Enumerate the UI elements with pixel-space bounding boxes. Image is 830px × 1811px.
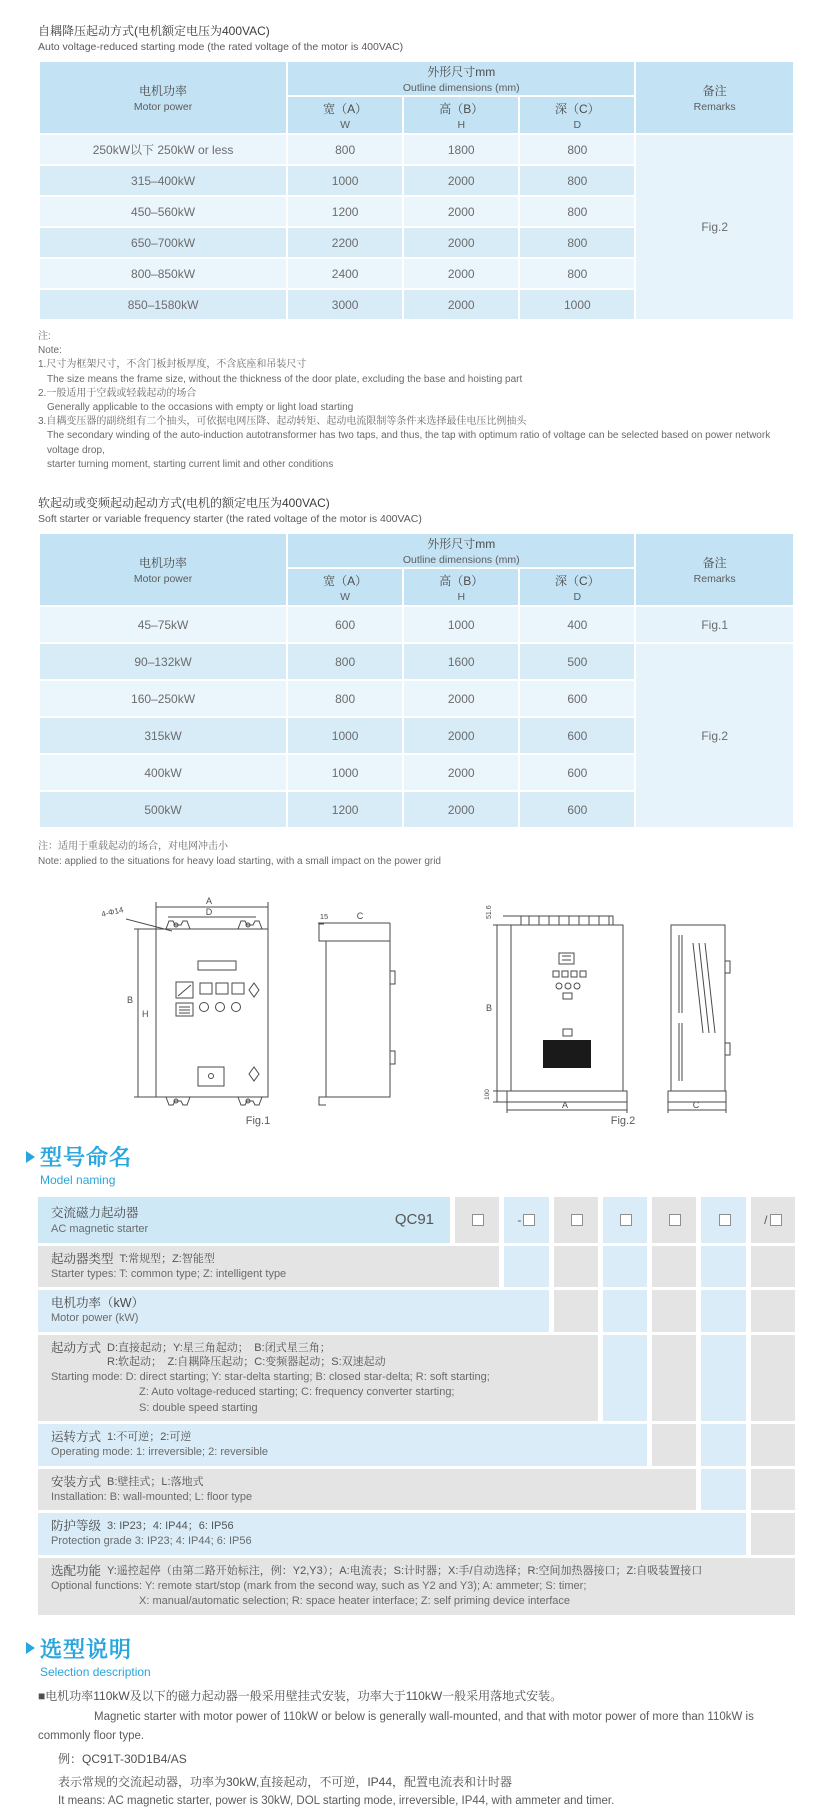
band xyxy=(701,1246,745,1288)
cell-w: 800 xyxy=(288,644,402,679)
note-line: 注: xyxy=(38,331,51,342)
cell-d: 800 xyxy=(520,228,634,257)
cell-power: 850–1580kW xyxy=(40,290,286,319)
note-line: 1.尺寸为框架尺寸，不含门板封板厚度，不含底座和吊装尺寸 xyxy=(38,359,307,371)
row-en: Operating mode: 1: irreversible; 2: reversible xyxy=(51,1446,269,1459)
selection-body xyxy=(38,1687,795,1811)
fig1-dim-c-label: C xyxy=(356,911,364,922)
cell-d: 1000 xyxy=(520,290,634,319)
wall-mounted-starter-drawing xyxy=(98,885,418,1113)
fig1-dim-b-label: B xyxy=(127,995,134,1006)
col-header-height xyxy=(404,97,518,133)
row-detail: R:软起动； Z:自耦降压起动；C:变频器起动；S:双速起动 xyxy=(107,1355,386,1368)
row-detail: 1:不可逆；2:可逆 xyxy=(107,1431,192,1444)
cell-power: 45–75kW xyxy=(40,607,286,642)
naming-row-starter-type xyxy=(38,1246,499,1288)
figure-2-caption: Fig.2 xyxy=(610,1115,636,1128)
band xyxy=(751,1290,795,1332)
cell-power: 450–560kW xyxy=(40,197,286,226)
note-line: starter turning moment, starting current limit and other conditions xyxy=(47,458,334,470)
cell-h: 2000 xyxy=(404,259,518,288)
outline-zh: 外形尺寸mm xyxy=(427,537,496,552)
band xyxy=(751,1246,795,1288)
soft-title-zh: 软起动或变频起动起动方式(电机的额定电压为400VAC) xyxy=(38,496,330,511)
cell-w: 1200 xyxy=(288,197,402,226)
soft-dimensions-table xyxy=(38,532,795,829)
band xyxy=(652,1246,696,1288)
height-en: H xyxy=(457,118,466,131)
model-prefix: QC91 xyxy=(394,1211,434,1229)
fig2-dim-100-label: 100 xyxy=(484,1089,491,1101)
col-header-outline xyxy=(288,534,634,567)
cell-w: 600 xyxy=(288,607,402,642)
cell-d: 600 xyxy=(520,792,634,827)
cell-w: 1000 xyxy=(288,718,402,753)
row-en: Installation: B: wall-mounted; L: floor type xyxy=(51,1490,253,1503)
naming-row-optional-functions xyxy=(38,1558,795,1615)
product-name-cell xyxy=(38,1197,450,1243)
remarks-zh: 备注 xyxy=(702,84,727,98)
band xyxy=(554,1290,598,1332)
auto-dimensions-table xyxy=(38,60,795,321)
fig1-dim-a-label: A xyxy=(205,896,213,907)
selection-title-zh: 选型说明 xyxy=(40,1636,133,1662)
outline-en: Outline dimensions (mm) xyxy=(402,554,520,567)
note-line: Generally applicable to the occasions with empty or light load starting xyxy=(47,402,354,414)
width-en: W xyxy=(340,118,351,131)
auto-table-notes xyxy=(38,330,795,472)
cell-w: 1000 xyxy=(288,166,402,195)
cell-h: 1600 xyxy=(404,644,518,679)
width-zh: 宽（A） xyxy=(323,573,368,588)
note-line: Note: applied to the situations for heavy load starting, with a small impact on the power grid xyxy=(38,856,441,868)
cell-h: 2000 xyxy=(404,681,518,716)
depth-zh: 深（C） xyxy=(554,573,600,588)
soft-table-notes xyxy=(38,839,795,869)
code-position-2 xyxy=(504,1197,548,1243)
cell-d: 400 xyxy=(520,607,634,642)
section-marker-icon xyxy=(26,1642,35,1654)
row-detail: T:常规型；Z:智能型 xyxy=(119,1252,215,1265)
band xyxy=(652,1424,696,1466)
row-detail: Y:遥控起停（由第二路开始标注，例：Y2,Y3）；A:电流表；S:计时器；X:手/自动选择；R:空间加热器接口；Z:自吸装置接口 xyxy=(107,1564,703,1577)
code-position-6 xyxy=(701,1197,745,1243)
model-naming-title-zh: 型号命名 xyxy=(40,1145,133,1171)
product-en: AC magnetic starter xyxy=(51,1223,149,1236)
cell-w: 2400 xyxy=(288,259,402,288)
fig1-dim-15-label: 15 xyxy=(319,912,329,922)
model-code-box xyxy=(719,1214,731,1226)
cell-w: 800 xyxy=(288,681,402,716)
band xyxy=(701,1424,745,1466)
fig1-dim-d-label: D xyxy=(205,907,213,918)
cell-d: 800 xyxy=(520,166,634,195)
figure-1-caption: Fig.1 xyxy=(245,1115,271,1128)
selection-line-zh: ■电机功率110kW及以下的磁力起动器一般采用壁挂式安装，功率大于110kW一般采用落地式安装。 xyxy=(38,1688,563,1703)
col-header-depth xyxy=(520,97,634,133)
model-naming-title-en: Model naming xyxy=(40,1173,116,1188)
table-row xyxy=(40,644,793,679)
cell-h: 1800 xyxy=(404,135,518,164)
remarks-en: Remarks xyxy=(693,101,736,113)
band xyxy=(701,1469,745,1511)
row-en: S: double speed starting xyxy=(139,1401,258,1414)
cell-w: 800 xyxy=(288,135,402,164)
cell-power: 160–250kW xyxy=(40,681,286,716)
cell-d: 600 xyxy=(520,718,634,753)
cell-h: 2000 xyxy=(404,197,518,226)
naming-row-protection-grade xyxy=(38,1513,746,1555)
naming-row-motor-power xyxy=(38,1290,549,1332)
cell-h: 2000 xyxy=(404,792,518,827)
code-position-4 xyxy=(603,1197,647,1243)
box-prefix: - xyxy=(517,1212,522,1227)
cell-w: 1000 xyxy=(288,755,402,790)
row-en: Z: Auto voltage-reduced starting; C: frequency converter starting; xyxy=(139,1386,455,1399)
cell-power: 650–700kW xyxy=(40,228,286,257)
row-en: Motor power (kW) xyxy=(51,1312,139,1325)
naming-row-installation xyxy=(38,1469,696,1511)
cell-remark-fig2: Fig.2 xyxy=(636,135,793,319)
row-label: 安装方式 xyxy=(51,1474,102,1489)
note-line: 3.自耦变压器的副绕组有二个抽头，可依据电网压降、起动转矩、起动电流限制等条件来选择最佳电压比例抽头 xyxy=(38,416,527,428)
code-position-3 xyxy=(554,1197,598,1243)
auto-title-zh: 自耦降压起动方式(电机额定电压为400VAC) xyxy=(38,24,270,38)
cell-d: 800 xyxy=(520,197,634,226)
selection-example-label: 例：QC91T-30D1B4/AS xyxy=(58,1751,187,1766)
row-label: 电机功率（kW） xyxy=(51,1296,145,1311)
product-zh: 交流磁力起动器 xyxy=(51,1206,139,1221)
col-header-remarks xyxy=(636,62,793,133)
cell-power: 400kW xyxy=(40,755,286,790)
cell-power: 250kW以下 250kW or less xyxy=(40,135,286,164)
outline-en: Outline dimensions (mm) xyxy=(402,82,520,94)
row-label: 起动器类型 xyxy=(51,1251,114,1266)
outline-zh: 外形尺寸mm xyxy=(427,65,496,79)
fig1-dim-h-label: H xyxy=(142,1009,149,1020)
auto-section-title xyxy=(38,22,795,53)
row-en: Starting mode: D: direct starting; Y: star-delta starting; B: closed star-delta; R: soft starting; xyxy=(51,1370,490,1383)
band xyxy=(751,1469,795,1511)
band xyxy=(603,1335,647,1422)
soft-title-en: Soft starter or variable frequency starter (the rated voltage of the motor is 400VAC) xyxy=(38,513,422,526)
band xyxy=(751,1424,795,1466)
selection-example-zh: 表示常规的交流起动器，功率为30kW,直接起动，不可逆，IP44，配置电流表和计时器 xyxy=(58,1774,513,1789)
band xyxy=(504,1246,548,1288)
code-position-7 xyxy=(751,1197,795,1243)
row-en: Starter types: T: common type; Z: intelligent type xyxy=(51,1267,287,1280)
note-line: Note: xyxy=(38,345,62,357)
outline-drawings xyxy=(38,885,795,1127)
cell-h: 2000 xyxy=(404,755,518,790)
band xyxy=(751,1335,795,1422)
fig2-dim-c-label: C xyxy=(692,1100,700,1111)
selection-title-en: Selection description xyxy=(40,1664,151,1679)
cell-h: 2000 xyxy=(404,290,518,319)
box-prefix: / xyxy=(764,1212,768,1227)
cell-power: 315–400kW xyxy=(40,166,286,195)
motor-power-en: Motor power xyxy=(133,573,193,586)
col-header-remarks xyxy=(636,534,793,605)
motor-power-zh: 电机功率 xyxy=(139,556,188,571)
remarks-zh: 备注 xyxy=(702,556,727,571)
cell-d: 600 xyxy=(520,681,634,716)
band xyxy=(701,1335,745,1422)
model-code-box xyxy=(571,1214,583,1226)
height-zh: 高（B） xyxy=(439,101,484,116)
section-marker-icon xyxy=(26,1151,35,1163)
row-label: 起动方式 xyxy=(51,1340,102,1355)
cell-h: 1000 xyxy=(404,607,518,642)
row-detail: D:直接起动；Y:星三角起动； B:闭式星三角； xyxy=(107,1341,331,1354)
row-label: 运转方式 xyxy=(51,1430,102,1445)
cell-power: 315kW xyxy=(40,718,286,753)
band xyxy=(603,1290,647,1332)
band xyxy=(701,1290,745,1332)
col-header-motor-power xyxy=(40,62,286,133)
col-header-width xyxy=(288,97,402,133)
height-en: H xyxy=(457,590,466,603)
band xyxy=(603,1246,647,1288)
fig2-dim-b-label: B xyxy=(486,1003,493,1014)
cell-remark-fig2: Fig.2 xyxy=(636,644,793,827)
code-position-5 xyxy=(652,1197,696,1243)
row-en: Protection grade 3: IP23; 4: IP44; 6: IP56 xyxy=(51,1535,252,1548)
cell-power: 90–132kW xyxy=(40,644,286,679)
band xyxy=(751,1513,795,1555)
row-label: 选配功能 xyxy=(51,1563,102,1578)
floor-cabinet-drawing xyxy=(473,885,773,1113)
band xyxy=(652,1290,696,1332)
col-header-depth xyxy=(520,569,634,605)
figure-1 xyxy=(98,885,418,1127)
cell-h: 2000 xyxy=(404,166,518,195)
row-en: Optional functions: Y: remote start/stop (mark from the second way, such as Y2 and Y3); A: ammeter; S: timer; xyxy=(51,1579,587,1592)
width-en: W xyxy=(340,590,351,603)
naming-row-starting-mode xyxy=(38,1335,598,1422)
cell-w: 1200 xyxy=(288,792,402,827)
fig2-dim-516-label: 51.6 xyxy=(486,905,493,920)
model-naming-diagram xyxy=(38,1197,795,1615)
note-line: 2.一般适用于空载或轻载起动的场合 xyxy=(38,387,197,399)
width-zh: 宽（A） xyxy=(323,101,368,116)
col-header-outline xyxy=(288,62,634,95)
note-line: The secondary winding of the auto-induction autotransformer has two taps, and thus, the tap with optimum ratio of voltage can be selected based on power network voltage drop, xyxy=(47,430,771,456)
cell-power: 800–850kW xyxy=(40,259,286,288)
col-header-height xyxy=(404,569,518,605)
selection-line-en: Magnetic starter with motor power of 110kW or below is generally wall-mounted, and that with motor power of more than 110kW is commonly floor type. xyxy=(38,1710,754,1742)
model-code-box xyxy=(472,1214,484,1226)
depth-zh: 深（C） xyxy=(554,101,600,116)
fig2-dim-a-label: A xyxy=(561,1100,569,1111)
cell-d: 600 xyxy=(520,755,634,790)
naming-row-operating-mode xyxy=(38,1424,647,1466)
cell-d: 800 xyxy=(520,135,634,164)
cell-d: 800 xyxy=(520,259,634,288)
figure-2 xyxy=(473,885,773,1127)
cell-power: 500kW xyxy=(40,792,286,827)
row-en: X: manual/automatic selection; R: space heater interface; Z: self priming device interface xyxy=(139,1595,571,1608)
fig1-hole-label: 4-Φ14 xyxy=(100,905,125,919)
col-header-width xyxy=(288,569,402,605)
motor-power-zh: 电机功率 xyxy=(139,84,188,98)
note-line: The size means the frame size, without the thickness of the door plate, excluding the base and hoisting part xyxy=(47,373,523,385)
motor-power-en: Motor power xyxy=(133,101,193,113)
cell-w: 2200 xyxy=(288,228,402,257)
height-zh: 高（B） xyxy=(439,573,484,588)
depth-en: D xyxy=(573,118,582,131)
cell-h: 2000 xyxy=(404,718,518,753)
soft-section-title xyxy=(38,494,795,525)
cell-remark-fig1: Fig.1 xyxy=(636,607,793,642)
note-line: 注：适用于重载起动的场合，对电网冲击小 xyxy=(38,841,228,853)
col-header-motor-power xyxy=(40,534,286,605)
code-position-1 xyxy=(455,1197,499,1243)
table-row xyxy=(40,607,793,642)
auto-title-en: Auto voltage-reduced starting mode (the rated voltage of the motor is 400VAC) xyxy=(38,41,404,53)
model-naming-header xyxy=(38,1141,795,1187)
selection-example-en: It means: AC magnetic starter, power is 30kW, DOL starting mode, irreversible, IP44, with ammeter and timer. xyxy=(58,1794,615,1807)
model-code-box xyxy=(770,1214,782,1226)
band xyxy=(652,1335,696,1422)
row-detail: B:壁挂式；L:落地式 xyxy=(107,1475,204,1488)
model-code-box xyxy=(669,1214,681,1226)
row-detail: 3: IP23；4: IP44；6: IP56 xyxy=(107,1520,234,1533)
selection-header xyxy=(38,1633,795,1679)
cell-w: 3000 xyxy=(288,290,402,319)
cell-d: 500 xyxy=(520,644,634,679)
row-label: 防护等级 xyxy=(51,1519,102,1534)
cell-h: 2000 xyxy=(404,228,518,257)
band xyxy=(554,1246,598,1288)
depth-en: D xyxy=(573,590,582,603)
table-row xyxy=(40,135,793,164)
model-code-box xyxy=(523,1214,535,1226)
model-code-box xyxy=(620,1214,632,1226)
remarks-en: Remarks xyxy=(693,573,736,586)
